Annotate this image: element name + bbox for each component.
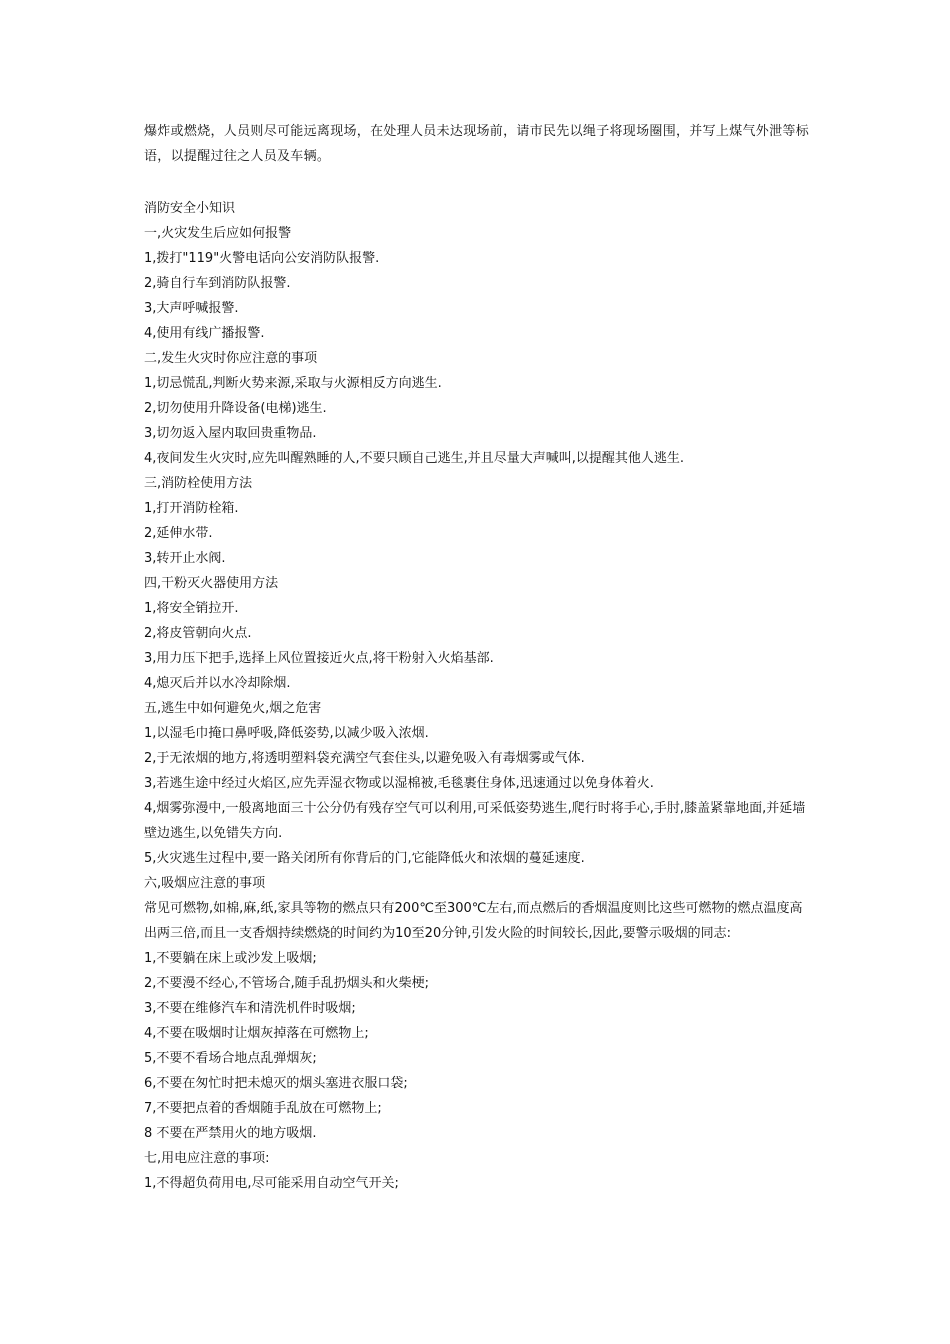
list-item: 2,将皮管朝向火点. [144, 626, 252, 641]
list-item: 2,不要漫不经心,不管场合,随手乱扔烟头和火柴梗; [144, 976, 430, 991]
list-item: 3,若逃生途中经过火焰区,应先弄湿衣物或以湿棉被,毛毯裹住身体,迅速通过以免身体着火. [144, 776, 654, 791]
list-item: 2,切勿使用升降设备(电梯)逃生. [144, 401, 327, 416]
list-item: 8 不要在严禁用火的地方吸烟. [144, 1126, 317, 1141]
section-heading-2: 二,发生火灾时你应注意的事项 [144, 351, 318, 366]
list-item: 2,于无浓烟的地方,将透明塑料袋充满空气套住头,以避免吸入有毒烟雾或气体. [144, 751, 585, 766]
list-item: 1,不得超负荷用电,尽可能采用自动空气开关; [144, 1176, 399, 1191]
section-heading-1: 一,火灾发生后应如何报警 [144, 226, 292, 241]
section-heading-3: 三,消防栓使用方法 [144, 476, 253, 491]
list-item: 6,不要在匆忙时把未熄灭的烟头塞进衣服口袋; [144, 1076, 408, 1091]
fire-safety-content [144, 196, 812, 1196]
document-title: 消防安全小知识 [144, 201, 236, 216]
section-heading-4: 四,干粉灭火器使用方法 [144, 576, 279, 591]
smoking-paragraph: 常见可燃物,如棉,麻,纸,家具等物的燃点只有200℃至300℃左右,而点燃后的香烟温度则比这些可燃物的燃点温度高出两三倍,而且一支香烟持续燃烧的时间约为10至20分钟,引发火险的时间较长,因此,要警示吸烟的同志: [144, 901, 803, 941]
list-item: 4,烟雾弥漫中,一般离地面三十公分仍有残存空气可以利用,可采低姿势逃生,爬行时将手心,手肘,膝盖紧靠地面,并延墙壁边逃生,以免错失方向. [144, 801, 806, 841]
list-item: 1,将安全销拉开. [144, 601, 239, 616]
section-heading-7: 七,用电应注意的事项: [144, 1151, 270, 1166]
list-item: 1,拨打"119"火警电话向公安消防队报警. [144, 251, 380, 266]
list-item: 5,火灾逃生过程中,要一路关闭所有你背后的门,它能降低火和浓烟的蔓延速度. [144, 851, 585, 866]
list-item: 4,使用有线广播报警. [144, 326, 265, 341]
list-item: 2,骑自行车到消防队报警. [144, 276, 291, 291]
list-item: 5,不要不看场合地点乱弹烟灰; [144, 1051, 317, 1066]
list-item: 3,用力压下把手,选择上风位置接近火点,将干粉射入火焰基部. [144, 651, 494, 666]
list-item: 4,不要在吸烟时让烟灰掉落在可燃物上; [144, 1026, 369, 1041]
list-item: 3,切勿返入屋内取回贵重物品. [144, 426, 317, 441]
list-item: 3,不要在维修汽车和清洗机件时吸烟; [144, 1001, 356, 1016]
list-item: 1,以湿毛巾掩口鼻呼吸,降低姿势,以减少吸入浓烟. [144, 726, 429, 741]
section-heading-5: 五,逃生中如何避免火,烟之危害 [144, 701, 322, 716]
section-heading-6: 六,吸烟应注意的事项 [144, 876, 266, 891]
list-item: 1,切忌慌乱,判断火势来源,采取与火源相反方向逃生. [144, 376, 442, 391]
list-item: 4,夜间发生火灾时,应先叫醒熟睡的人,不要只顾自己逃生,并且尽量大声喊叫,以提醒其他人逃生. [144, 451, 685, 466]
intro-paragraph: 爆炸或燃烧，人员则尽可能远离现场，在处理人员未达现场前，请市民先以绳子将现场圈围，并写上煤气外泄等标语，以提醒过往之人员及车辆。 [144, 124, 810, 164]
list-item: 7,不要把点着的香烟随手乱放在可燃物上; [144, 1101, 382, 1116]
list-item: 4,熄灭后并以水冷却除烟. [144, 676, 291, 691]
list-item: 1,不要躺在床上或沙发上吸烟; [144, 951, 317, 966]
list-item: 3,大声呼喊报警. [144, 301, 239, 316]
list-item: 2,延伸水带. [144, 526, 213, 541]
list-item: 3,转开止水阀. [144, 551, 226, 566]
list-item: 1,打开消防栓箱. [144, 501, 239, 516]
